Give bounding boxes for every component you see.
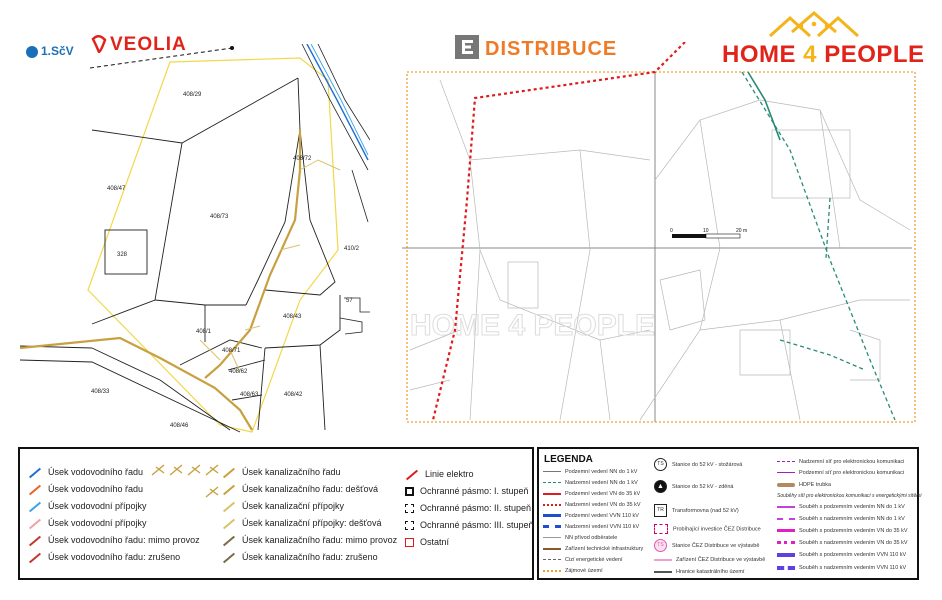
property-boundary-yellow	[88, 58, 338, 432]
home4people-roofs-icon	[768, 10, 860, 40]
legend-swatch	[777, 483, 795, 487]
scale-mid: 10	[703, 228, 709, 234]
legend-label: Podzemní síť pro elektronickou komunikaci	[799, 470, 905, 476]
legend-swatch	[777, 553, 795, 557]
parcel-label: 408/73	[210, 214, 229, 220]
parcel-label: 408/42	[284, 392, 303, 398]
legend-item	[654, 539, 759, 552]
parcel-label: 408/72	[293, 156, 312, 162]
legend-label: Úsek vodovodní přípojky	[48, 501, 147, 511]
parcel-label: 408/47	[107, 186, 126, 192]
legend-item	[543, 524, 639, 530]
legend-label: Souběh s podzemním vedením NN do 1 kV	[799, 504, 905, 510]
home4people-text-home: HOME	[722, 41, 804, 68]
legend-label: Úsek vodovodního řadu	[48, 467, 144, 477]
legend-label: Ochranné pásmo: III. stupeň	[420, 520, 534, 530]
legend-label: Úsek vodovodního řadu: zrušeno	[48, 552, 181, 562]
legend-item	[654, 504, 739, 517]
legend-item	[222, 501, 344, 511]
legend-swatch	[223, 501, 235, 512]
legend-title: LEGENDA	[544, 454, 593, 465]
legend-label: Nadzemní vedení VN do 35 kV	[565, 502, 641, 508]
legend-swatch	[405, 487, 414, 496]
legend-item	[777, 470, 904, 476]
legend-label: Úsek vodovodního řadu: mimo provoz	[48, 535, 200, 545]
legend-item	[28, 552, 180, 562]
legend-item	[777, 528, 908, 534]
legend-swatch	[777, 529, 795, 532]
parcel-label: 408/46	[170, 423, 189, 429]
legend-swatch	[29, 484, 41, 495]
legend-swatch	[29, 552, 41, 563]
water-sewer-map[interactable]	[18, 44, 370, 442]
water-main-blue	[307, 44, 368, 160]
legend-label: Nadzemní síť pro elektronickou komunikaci	[799, 459, 905, 465]
legend-label: Souběh s podzemním vedením VVN 110 kV	[799, 552, 907, 558]
legend-item	[543, 513, 639, 519]
legend-label: Podzemní vedení NN do 1 kV	[565, 469, 638, 475]
sev-logo-text: 1.SčV	[41, 44, 74, 58]
legend-item	[28, 518, 147, 528]
legend-item	[405, 520, 534, 530]
legend-swatch	[543, 525, 561, 528]
overhead-vn-line-red	[433, 42, 685, 420]
legend-swatch	[543, 570, 561, 572]
legend-swatch	[543, 504, 561, 506]
parcel-label: 408/63	[240, 392, 259, 398]
water-sewer-legend	[18, 447, 534, 580]
legend-label: Nadzemní vedení NN do 1 kV	[565, 480, 638, 486]
legend-label: Souběh s nadzemním vedením NN do 1 kV	[799, 516, 905, 522]
legend-swatch	[29, 501, 41, 512]
legend-label: Probíhající investice ČEZ Distribuce	[673, 526, 761, 533]
legend-swatch	[543, 514, 561, 517]
legend-swatch	[777, 566, 795, 570]
legend-item	[543, 469, 637, 475]
legend-label: Cizí energetické vedení	[565, 557, 623, 563]
legend-label: Ochranné pásmo: II. stupeň	[420, 503, 532, 513]
legend-item	[405, 469, 474, 479]
legend-swatch	[405, 521, 414, 530]
legend-item	[28, 501, 147, 511]
legend-label: Transformovna (nad 52 kV)	[672, 507, 739, 514]
legend-item	[654, 480, 733, 493]
legend-label: Souběhy sítí pro elektronickou komunikaci s energetickými sítěmi	[777, 493, 922, 499]
legend-item	[222, 518, 381, 528]
legend-label: Stanice ČEZ Distribuce ve výstavbě	[672, 542, 760, 549]
legend-label: Zařízení ČEZ Distribuce ve výstavbě	[676, 557, 766, 563]
legend-swatch	[777, 461, 795, 462]
legend-item	[222, 552, 378, 562]
legend-item	[654, 569, 744, 575]
legend-item	[28, 484, 143, 494]
legend-label: Úsek kanalizačního řadu	[242, 467, 341, 477]
telecom-lines	[742, 72, 895, 420]
sewer-arrow-samples-icon	[150, 463, 222, 503]
legend-label: Zařízení technické infrastruktury	[565, 546, 644, 552]
station-brick-icon: ▲	[654, 480, 667, 493]
legend-swatch	[29, 535, 41, 546]
legend-swatch	[543, 548, 561, 550]
veolia-logo-text: VEOLIA	[110, 34, 187, 55]
legend-swatch	[777, 472, 795, 474]
legend-swatch	[223, 518, 235, 529]
legend-label: NN přívod odběratele	[565, 535, 618, 541]
parcel-label: 408/1	[196, 329, 212, 335]
legend-swatch	[777, 506, 795, 508]
cadastral-parcels	[410, 80, 910, 420]
legend-swatch	[543, 471, 561, 473]
watermark-text: HOME 4 PEOPLE	[410, 309, 656, 342]
legend-label: Podzemní vedení VN do 35 kV	[565, 491, 641, 497]
legend-swatch	[223, 484, 235, 495]
electric-legend	[537, 447, 922, 580]
legend-swatch	[29, 467, 41, 478]
legend-label: Souběh s nadzemním vedením VVN 110 kV	[799, 565, 907, 571]
road-edges	[302, 44, 370, 222]
parcel-label: 408/33	[91, 389, 110, 395]
legend-label: Linie elektro	[425, 469, 474, 479]
parcel-label: 408/62	[229, 369, 248, 375]
legend-item	[777, 565, 906, 571]
legend-swatch	[543, 493, 561, 495]
parcel-label: 328	[117, 252, 128, 258]
legend-label: Úsek kanalizačního řadu: dešťová	[242, 484, 378, 494]
legend-label: Souběh s nadzemním vedením VN do 35 kV	[799, 540, 908, 546]
parcel-label: 408/43	[283, 314, 302, 320]
parcel-label: 408/29	[183, 92, 202, 98]
legend-label: Úsek kanalizačního řadu: zrušeno	[242, 552, 378, 562]
electric-distribution-map[interactable]	[392, 42, 932, 442]
transformer-icon: TR	[654, 504, 667, 517]
legend-label: Stanice do 52 kV - zděná	[672, 483, 734, 490]
legend-swatch	[223, 552, 235, 563]
scale-zero: 0	[670, 228, 673, 234]
logo-pointer-dot	[230, 46, 234, 50]
legend-item	[654, 458, 742, 471]
legend-item	[543, 502, 641, 508]
legend-label: HDPE trubka	[799, 482, 832, 488]
legend-item	[405, 486, 529, 496]
legend-swatch	[405, 504, 414, 513]
legend-item	[777, 504, 905, 510]
legend-item	[543, 535, 617, 541]
legend-item	[543, 557, 622, 563]
legend-swatch	[405, 538, 414, 547]
parcel-label: 57	[346, 298, 353, 304]
scale-end: 20 m	[736, 228, 748, 234]
legend-swatch	[29, 518, 41, 529]
legend-item	[405, 537, 449, 547]
legend-label: Stanice do 52 kV - stožárová	[672, 461, 743, 468]
legend-swatch	[543, 559, 561, 560]
legend-swatch	[777, 518, 795, 520]
legend-item	[543, 480, 638, 486]
legend-item	[777, 516, 905, 522]
legend-item	[777, 459, 904, 465]
station-pole-icon: TS	[654, 458, 667, 471]
legend-label: Nadzemní vedení VVN 110 kV	[565, 524, 640, 530]
legend-item	[28, 467, 143, 477]
legend-label: Úsek vodovodního řadu	[48, 484, 144, 494]
legend-label: Souběh s podzemním vedením VN do 35 kV	[799, 528, 908, 534]
legend-label: Hranice katastrálního území	[676, 569, 745, 575]
legend-item	[28, 535, 200, 545]
legend-item	[777, 552, 906, 558]
legend-swatch	[654, 571, 672, 573]
legend-item	[654, 524, 761, 534]
legend-label: Úsek kanalizační přípojky: dešťová	[242, 518, 382, 528]
legend-label: Ostatní	[420, 537, 450, 547]
station-construction-icon: TS	[654, 539, 667, 552]
legend-swatch	[223, 467, 235, 478]
legend-swatch	[654, 559, 672, 561]
legend-item	[405, 503, 531, 513]
legend-item	[654, 557, 765, 563]
legend-swatch	[223, 535, 235, 546]
legend-swatch	[406, 469, 418, 480]
investment-icon	[654, 524, 668, 534]
legend-label: Úsek vodovodní přípojky	[48, 518, 147, 528]
legend-item	[222, 484, 378, 494]
legend-swatch	[777, 541, 795, 544]
legend-item	[777, 493, 922, 499]
legend-item	[543, 491, 640, 497]
legend-item	[543, 568, 603, 574]
legend-label: Úsek kanalizační přípojky	[242, 501, 345, 511]
home4people-text-people: PEOPLE	[817, 41, 925, 68]
parcel-label: 408/71	[222, 348, 241, 354]
legend-item	[222, 467, 341, 477]
logo-pointer-line	[90, 48, 232, 68]
legend-item	[222, 535, 397, 545]
parcel-lines	[20, 78, 340, 432]
legend-item	[777, 482, 831, 488]
legend-label: Ochranné pásmo: I. stupeň	[420, 486, 529, 496]
legend-swatch	[543, 482, 561, 483]
legend-item	[777, 540, 908, 546]
legend-item	[543, 546, 643, 552]
water-main-blue-2	[311, 44, 368, 155]
home4people-text-four: 4	[803, 41, 818, 68]
legend-label: Podzemní vedení VVN 110 kV	[565, 513, 639, 519]
interest-area-boundary	[407, 72, 915, 422]
distribuce-logo-text: DISTRIBUCE	[485, 38, 618, 60]
legend-label: Zájmové území	[565, 568, 603, 574]
legend-label: Úsek kanalizačního řadu: mimo provoz	[242, 535, 398, 545]
parcel-label: 410/2	[344, 246, 360, 252]
legend-swatch	[543, 537, 561, 538]
building-outlines	[340, 298, 370, 334]
scale-bar	[670, 228, 747, 238]
sewer-connections	[200, 160, 340, 372]
